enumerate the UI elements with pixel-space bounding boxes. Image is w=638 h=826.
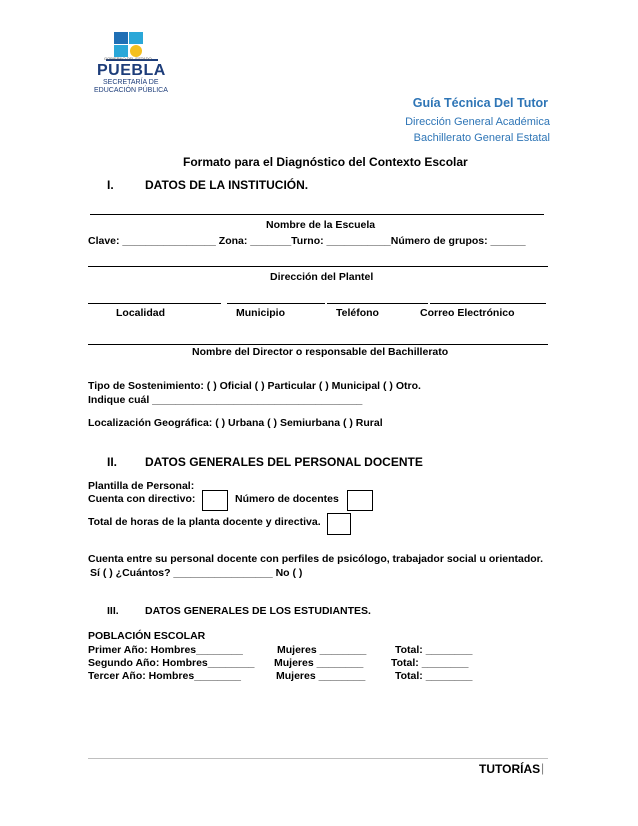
header-sub2: Bachillerato General Estatal xyxy=(413,132,550,144)
header-sub1: Dirección General Académica xyxy=(405,116,550,128)
director-label: Nombre del Director o responsable del Bachillerato xyxy=(192,346,449,358)
address-line xyxy=(88,266,548,267)
clave-zona-turno-line: Clave: ________________ Zona: _______Turno: ___________Número de grupos: ______ xyxy=(88,235,526,247)
section2-number: II. xyxy=(107,455,118,469)
poblacion-label: POBLACIÓN ESCOLAR xyxy=(88,630,206,642)
perfiles-question: Cuenta entre su personal docente con perfiles de psicólogo, trabajador social u orientador. xyxy=(88,553,544,565)
header-title: Guía Técnica Del Tutor xyxy=(412,96,548,110)
row-mujeres: Mujeres ________ xyxy=(276,670,366,682)
directivo-checkbox[interactable] xyxy=(202,490,228,511)
localidad-line xyxy=(88,303,221,304)
logo-small-text: GOBIERNO DEL ESTADO xyxy=(104,56,152,61)
logo-line1: SECRETARÍA DE xyxy=(103,79,159,86)
localizacion-line: Localización Geográfica: ( ) Urbana ( ) Semiurbana ( ) Rural xyxy=(88,417,383,429)
row-total: Total: ________ xyxy=(395,644,473,656)
row-total: Total: ________ xyxy=(391,657,469,669)
section2-title: DATOS GENERALES DEL PERSONAL DOCENTE xyxy=(145,455,423,469)
logo-line2: EDUCACIÓN PÚBLICA xyxy=(94,87,168,94)
row-total: Total: ________ xyxy=(395,670,473,682)
footer-label: TUTORÍAS xyxy=(479,762,541,776)
row-mujeres: Mujeres ________ xyxy=(277,644,367,656)
row-year: Segundo Año: Hombres________ xyxy=(88,657,255,669)
total-horas-box[interactable] xyxy=(327,513,351,535)
sostenimiento-line: Tipo de Sostenimiento: ( ) Oficial ( ) Particular ( ) Municipal ( ) Otro. xyxy=(88,380,421,392)
numero-docentes-label: Número de docentes xyxy=(235,493,339,505)
director-line xyxy=(88,344,548,345)
municipio-line xyxy=(227,303,325,304)
municipio-label: Municipio xyxy=(236,307,285,319)
indique-line: Indique cuál ____________________________________ xyxy=(88,394,363,406)
correo-line xyxy=(430,303,546,304)
section3-title: DATOS GENERALES DE LOS ESTUDIANTES. xyxy=(145,605,371,617)
school-name-line xyxy=(90,214,544,215)
section1-title: DATOS DE LA INSTITUCIÓN. xyxy=(145,178,309,192)
telefono-label: Teléfono xyxy=(336,307,379,319)
si-cuantos-line: Sí ( ) ¿Cuántos? _________________ No ( ) xyxy=(90,567,303,579)
localidad-label: Localidad xyxy=(116,307,166,319)
section3-number: III. xyxy=(107,605,119,617)
total-horas-label: Total de horas de la planta docente y directiva. xyxy=(88,516,321,528)
row-year: Tercer Año: Hombres________ xyxy=(88,670,241,682)
row-year: Primer Año: Hombres________ xyxy=(88,644,243,656)
address-label: Dirección del Plantel xyxy=(270,271,374,283)
telefono-line xyxy=(327,303,428,304)
row-mujeres: Mujeres ________ xyxy=(274,657,364,669)
section1-number: I. xyxy=(107,178,114,192)
footer-divider xyxy=(88,758,548,759)
footer-separator: | xyxy=(541,761,545,775)
school-name-label: Nombre de la Escuela xyxy=(266,219,376,231)
correo-label: Correo Electrónico xyxy=(420,307,515,319)
logo-name: PUEBLA xyxy=(97,62,166,79)
plantilla-label: Plantilla de Personal: xyxy=(88,480,195,492)
numero-docentes-box[interactable] xyxy=(347,490,373,511)
document-title: Formato para el Diagnóstico del Contexto Escolar xyxy=(183,155,468,169)
cuenta-directivo-label: Cuenta con directivo: xyxy=(88,493,196,505)
